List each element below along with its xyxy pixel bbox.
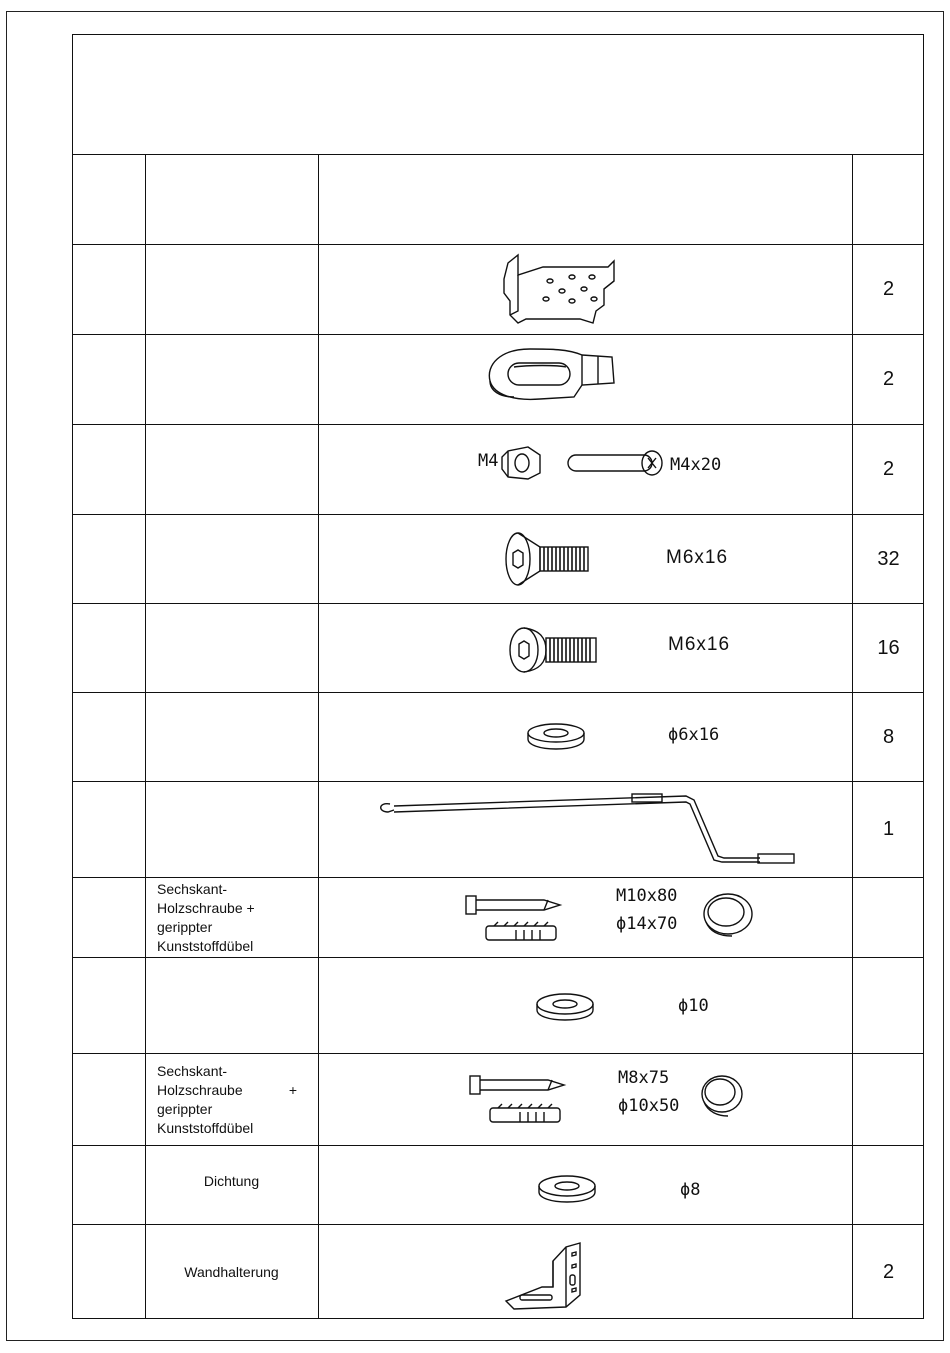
table-row <box>73 604 923 693</box>
dowel-size-label: ϕ10x50 <box>618 1096 680 1116</box>
quantity-value: 2 <box>882 278 895 300</box>
wall-bracket-drawing <box>318 1225 852 1320</box>
table-row <box>73 515 923 604</box>
part-name-line: gerippter <box>157 918 213 935</box>
part-name-line: Kunststoffdübel <box>157 1119 254 1136</box>
table-row <box>73 1054 923 1146</box>
part-name: Wandhalterung <box>184 1264 279 1280</box>
wood-screw-and-dowel-drawing <box>318 878 852 957</box>
part-name-line: Sechskant- <box>157 880 228 897</box>
quantity-value: 32 <box>877 547 900 570</box>
screw-size-label: M4x20 <box>670 455 722 475</box>
quantity-value: 2 <box>882 368 895 390</box>
quantity-value <box>852 1146 925 1224</box>
part-name-line: Holzschraube <box>157 1081 243 1098</box>
nut-and-screw-drawing <box>318 425 852 514</box>
table-row <box>73 1146 923 1225</box>
nut-size-label: M4 <box>478 451 499 471</box>
part-name <box>145 1054 318 1145</box>
table-row <box>73 425 923 515</box>
table-header-row <box>73 155 923 245</box>
washer-size-label: ϕ6x16 <box>668 725 720 745</box>
quantity-value: 2 <box>882 458 895 480</box>
quantity-value: 2 <box>882 1261 895 1283</box>
table-row <box>73 878 923 958</box>
eye-plate-drawing <box>318 335 852 424</box>
quantity-value: 1 <box>882 818 895 840</box>
mounting-plate-drawing <box>318 245 852 334</box>
quantity-value: 16 <box>877 636 900 659</box>
crank-rod-drawing <box>318 782 852 877</box>
table-row <box>73 782 923 878</box>
wood-screw-and-dowel-drawing <box>318 1054 852 1145</box>
countersunk-screw-drawing <box>318 515 852 603</box>
washer-drawing <box>318 693 852 781</box>
table-row <box>73 1225 923 1320</box>
quantity-value <box>852 1054 925 1145</box>
quantity-value: 8 <box>882 725 895 748</box>
part-name <box>145 878 318 957</box>
quantity-value <box>852 958 925 1053</box>
table-row <box>73 958 923 1054</box>
washer-size-label: ϕ8 <box>680 1180 701 1200</box>
washer-drawing <box>318 1146 852 1224</box>
part-name: Dichtung <box>203 1173 260 1189</box>
part-name-line: gerippter <box>157 1100 213 1117</box>
table-row <box>73 335 923 425</box>
table-row <box>73 693 923 782</box>
part-name-line: + <box>288 1081 297 1098</box>
screw-size-label: M6x16 <box>668 634 731 655</box>
screw-size-label: M6x16 <box>666 547 729 568</box>
header-band <box>73 35 923 155</box>
dowel-size-label: ϕ14x70 <box>616 914 678 934</box>
button-head-screw-drawing <box>318 604 852 692</box>
parts-list-table <box>72 34 924 1319</box>
quantity-value <box>852 878 925 957</box>
table-row <box>73 245 923 335</box>
washer-drawing <box>318 958 852 1053</box>
screw-size-label: M8x75 <box>618 1068 670 1088</box>
part-name-line: Sechskant- <box>157 1062 228 1079</box>
part-name-line: Holzschraube + <box>157 899 255 916</box>
washer-size-label: ϕ10 <box>678 996 709 1016</box>
part-name-line: Kunststoffdübel <box>157 937 254 954</box>
screw-size-label: M10x80 <box>616 886 678 906</box>
